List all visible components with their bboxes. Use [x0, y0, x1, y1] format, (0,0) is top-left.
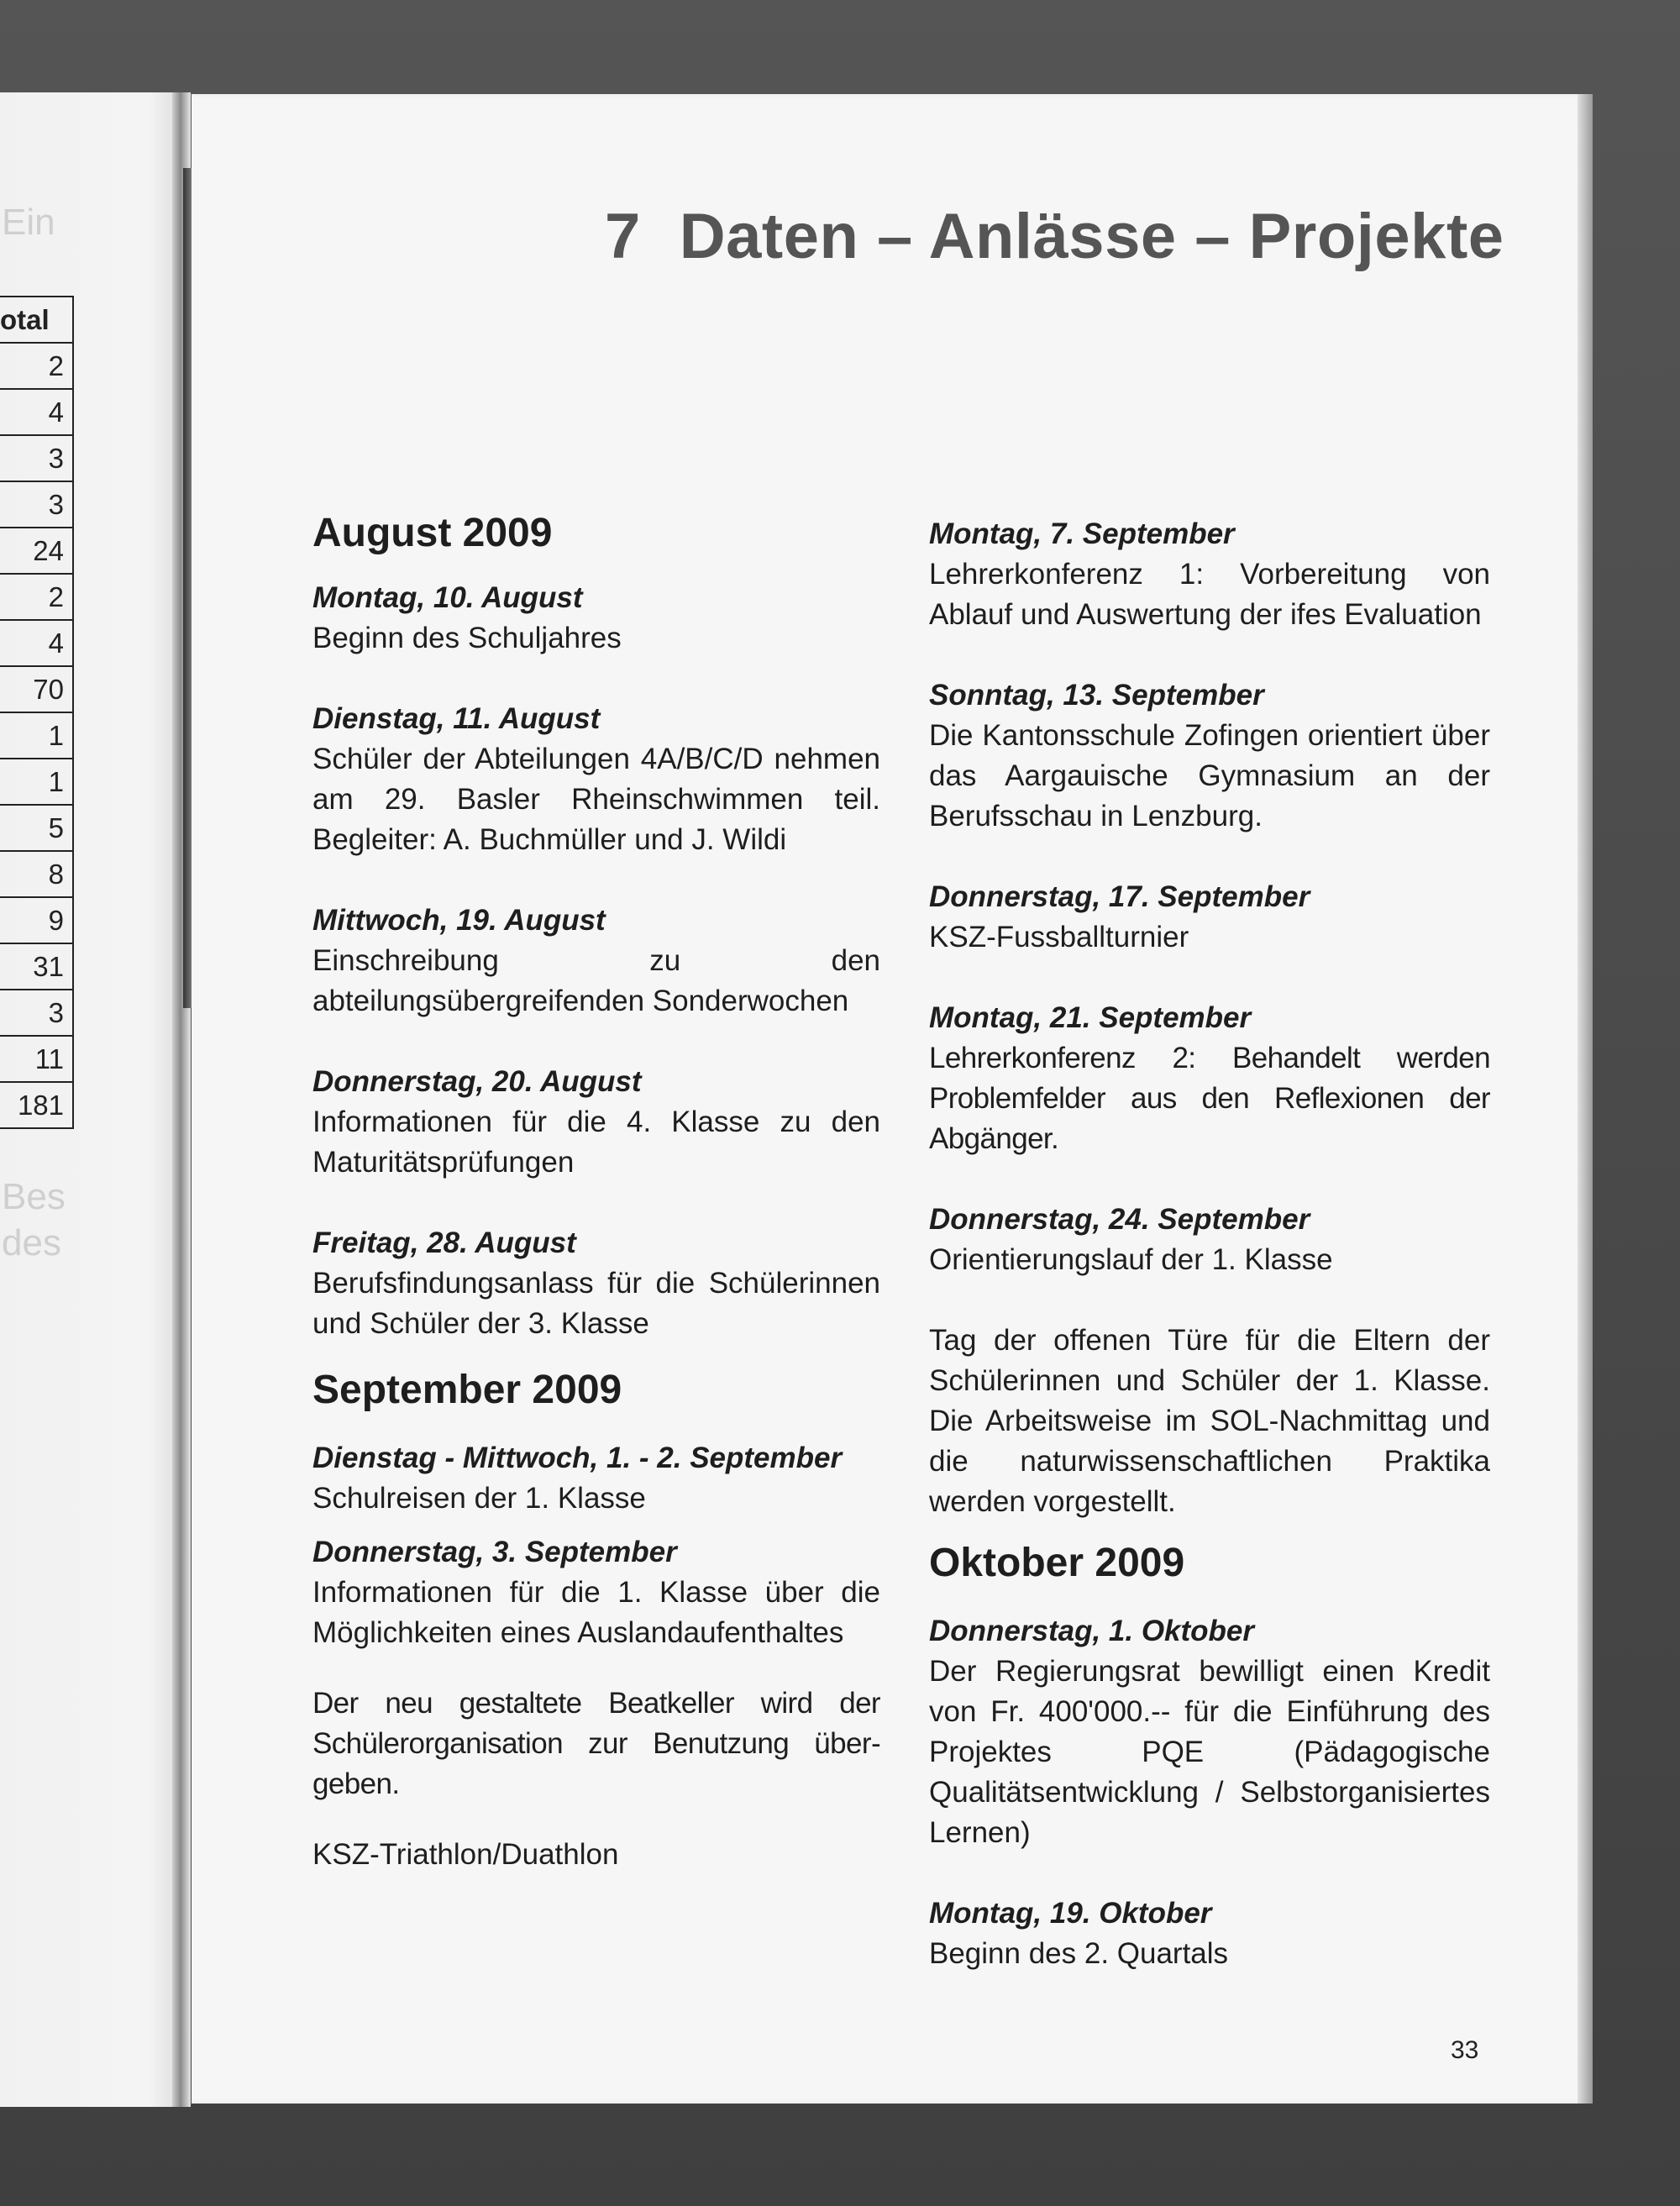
entry-date: Mittwoch, 19. August [312, 904, 606, 937]
table-cell: 4 [0, 620, 73, 666]
table-cell: 181 [0, 1082, 73, 1128]
entry-text: Schüler der Abteilungen 4A/B/C/D nehmen am 29. Basler Rheinschwimmen teil. Begleiter: A. Buchmüller und J. Wildi [312, 743, 880, 856]
entry-date: Donnerstag, 24. September [929, 1203, 1310, 1236]
entry-text: Informationen für die 4. Klasse zu den Maturitätsprüfungen [312, 1106, 880, 1179]
entry-text: Der Regierungsrat bewilligt einen Kredit von Fr. 400'000.-- für die Einführung des Projektes PQE (Pädagogische Qualitätsentwicklung / Selbstorganisiertes Lernen) [929, 1655, 1490, 1849]
bleed-through-text: Bes [2, 1176, 66, 1217]
calendar-entry [312, 1532, 880, 1653]
table-cell: 9 [0, 897, 73, 943]
entry-date: Montag, 19. Oktober [929, 1897, 1212, 1930]
entry-text: Berufsfindungsanlass für die Schülerinnen und Schüler der 3. Klasse [312, 1267, 880, 1340]
month-heading-september: September 2009 [312, 1368, 622, 1412]
calendar-entry [312, 1835, 880, 1875]
month-heading-oktober: Oktober 2009 [929, 1541, 1185, 1585]
table-cell: 3 [0, 481, 73, 528]
table-cell: 1 [0, 759, 73, 805]
chapter-title-text: Daten – Anlässe – Projekte [679, 201, 1504, 272]
calendar-entry [929, 514, 1490, 635]
entry-date: Montag, 21. September [929, 1001, 1252, 1034]
page-number: 33 [1451, 2036, 1479, 2064]
table-cell: 5 [0, 805, 73, 851]
entry-text: Informationen für die 1. Klasse über die Möglichkeiten eines Auslandaufenthaltes [312, 1576, 880, 1649]
entry-text: Beginn des 2. Quartals [929, 1937, 1229, 1970]
entry-text: Lehrerkonferenz 1: Vorbereitung von Ablauf und Auswertung der ifes Evaluation [929, 558, 1490, 631]
bleed-through-text: Ein [2, 202, 55, 243]
entry-text: Tag der offenen Türe für die Eltern der Schülerinnen und Schüler der 1. Klasse. Die Arbeitsweise im SOL-Nachmittag und die naturwissenschaftlichen Praktika werden vorgestellt. [929, 1324, 1490, 1518]
calendar-entry [929, 1321, 1490, 1522]
table-cell: 8 [0, 851, 73, 897]
calendar-entry [929, 998, 1490, 1159]
calendar-entry [312, 901, 880, 1022]
chapter-number: 7 [605, 201, 641, 272]
chapter-title [605, 200, 1504, 273]
calendar-entry [929, 1893, 1490, 1974]
entry-date: Sonntag, 13. September [929, 679, 1264, 712]
table-cell: 4 [0, 389, 73, 435]
entry-date: Donnerstag, 3. September [312, 1536, 677, 1568]
entry-date: Dienstag - Mittwoch, 1. - 2. September [312, 1442, 843, 1474]
calendar-entry [312, 699, 880, 860]
calendar-entry [312, 1062, 880, 1183]
calendar-entry [312, 1438, 880, 1519]
entry-text: Orientierungslauf der 1. Klasse [929, 1243, 1333, 1276]
entry-date: Donnerstag, 17. September [929, 880, 1310, 913]
table-cell: 3 [0, 990, 73, 1036]
calendar-entry [929, 675, 1490, 837]
entry-text: Der neu gestaltete Beatkeller wird der Schülerorganisation zur Benutzung über-geben. [312, 1687, 880, 1800]
table-cell: 3 [0, 435, 73, 481]
table-cell: 11 [0, 1036, 73, 1082]
calendar-entry [312, 578, 880, 659]
entry-text: Beginn des Schuljahres [312, 622, 622, 654]
entry-text: KSZ-Triathlon/Duathlon [312, 1838, 619, 1871]
entry-text: KSZ-Fussballturnier [929, 921, 1189, 953]
calendar-entry [929, 877, 1490, 958]
table-cell: 2 [0, 343, 73, 389]
entry-text: Einschreibung zu den abteilungsübergreifenden Sonderwochen [312, 944, 880, 1017]
table-cell: 24 [0, 528, 73, 574]
left-column [312, 507, 880, 1875]
entry-text: Schulreisen der 1. Klasse [312, 1482, 646, 1515]
entry-date: Montag, 7. September [929, 517, 1235, 550]
entry-date: Freitag, 28. August [312, 1226, 576, 1259]
entry-date: Donnerstag, 1. Oktober [929, 1615, 1255, 1647]
previous-page-table [0, 296, 74, 1129]
bleed-through-text: des [2, 1222, 61, 1263]
gutter-shadow [183, 168, 192, 1008]
table-cell: 2 [0, 574, 73, 620]
table-cell: 70 [0, 666, 73, 712]
entry-date: Donnerstag, 20. August [312, 1065, 642, 1098]
entry-text: Die Kantonsschule Zofingen orientiert über das Aargauische Gymnasium an der Berufsschau in Lenzburg. [929, 719, 1490, 833]
calendar-entry [312, 1223, 880, 1344]
page-edge [1578, 94, 1593, 2104]
entry-date: Montag, 10. August [312, 581, 583, 614]
calendar-entry [929, 1200, 1490, 1280]
entry-date: Dienstag, 11. August [312, 702, 601, 735]
table-header: otal [0, 297, 73, 343]
calendar-entry [929, 1611, 1490, 1853]
month-heading-august: August 2009 [312, 511, 553, 555]
table-cell: 1 [0, 712, 73, 759]
table-cell: 31 [0, 943, 73, 990]
calendar-entry [312, 1683, 880, 1804]
right-column [929, 514, 1490, 1974]
entry-text: Lehrerkonferenz 2: Behandelt werden Problemfelder aus den Reflexionen der Abgänger. [929, 1042, 1490, 1155]
